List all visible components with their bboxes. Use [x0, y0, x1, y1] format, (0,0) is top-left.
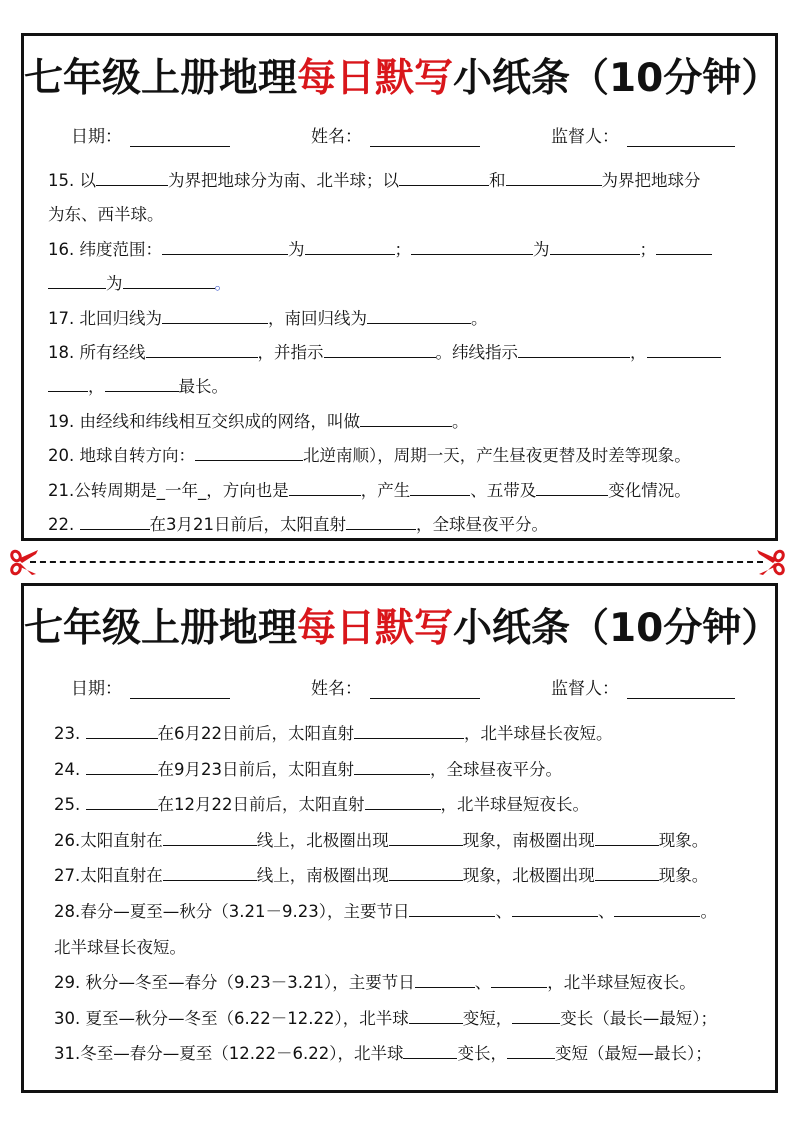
question-21 — [48, 474, 761, 508]
question-text: 北逆南顺），周期一天，产生昼夜更替及时差等现象。 — [303, 446, 691, 466]
question-27 — [54, 858, 761, 894]
answer-blank[interactable] — [48, 271, 106, 289]
answer-blank[interactable] — [289, 478, 361, 496]
answer-blank[interactable] — [512, 1006, 560, 1024]
question-text: 春分—夏至—秋分（3.21－9.23），主要节日 — [80, 901, 410, 921]
answer-blank[interactable] — [163, 863, 257, 881]
answer-blank[interactable] — [162, 237, 288, 255]
answer-blank[interactable] — [415, 970, 475, 988]
question-15-cont — [48, 198, 761, 232]
question-28-cont — [54, 930, 761, 966]
question-15 — [48, 164, 761, 198]
question-text: ，北半球昼短夜长。 — [440, 795, 589, 815]
question-text: 北回归线为 — [79, 308, 162, 328]
question-text: ，北半球昼长夜短。 — [464, 724, 613, 743]
question-text: 秋分—冬至—春分（9.23－3.21），主要节日 — [85, 973, 415, 993]
question-text: 。 — [471, 308, 488, 328]
supervisor-blank[interactable] — [627, 679, 735, 699]
question-text: 纬度范围： — [79, 239, 162, 259]
name-field[interactable] — [311, 122, 480, 147]
answer-blank[interactable] — [403, 1041, 457, 1059]
question-20 — [48, 439, 761, 473]
question-text: 在6月22日前后，太阳直射 — [157, 724, 354, 743]
date-label: 日期： — [71, 127, 122, 147]
answer-blank[interactable] — [536, 478, 608, 496]
answer-blank[interactable] — [614, 899, 700, 917]
question-text: 、 — [597, 901, 615, 921]
date-blank[interactable] — [130, 679, 230, 699]
question-text: 线上，北极圈出现 — [256, 830, 389, 850]
title-text: 七年级上册地理 — [24, 56, 298, 101]
question-22 — [48, 508, 761, 542]
answer-blank[interactable] — [595, 863, 659, 881]
question-text: 31. — [54, 1044, 81, 1064]
answer-blank[interactable] — [491, 970, 547, 988]
answer-blank[interactable] — [80, 512, 150, 530]
question-text: ， — [630, 343, 647, 363]
question-list — [48, 164, 761, 542]
answer-blank[interactable] — [354, 757, 430, 775]
question-text: 23. — [54, 724, 81, 743]
answer-blank[interactable] — [518, 340, 630, 358]
dictation-slip-1 — [21, 33, 781, 541]
question-text: 。 — [700, 901, 717, 921]
question-text: 21. — [48, 480, 75, 500]
answer-blank[interactable] — [409, 1006, 463, 1024]
question-text: 变短（最短—最长）； — [554, 1044, 712, 1064]
question-29 — [54, 965, 761, 1001]
question-text: 现象。 — [658, 866, 709, 886]
answer-blank[interactable] — [86, 792, 158, 810]
question-text: ， — [88, 377, 105, 397]
question-text: 19. — [48, 411, 75, 431]
question-17 — [48, 302, 761, 336]
question-text: 17. — [48, 308, 75, 328]
question-text: 变长（最长—最短）； — [560, 1008, 717, 1028]
question-text: 18. — [48, 343, 75, 363]
answer-blank[interactable] — [647, 340, 721, 358]
question-text: 以 — [79, 171, 96, 190]
question-text: ，全球昼夜平分。 — [430, 759, 562, 779]
question-text: 、五带及 — [470, 480, 537, 500]
answer-blank[interactable] — [389, 863, 463, 881]
question-text: 太阳直射在 — [80, 830, 163, 850]
answer-blank[interactable] — [410, 478, 470, 496]
answer-blank[interactable] — [365, 792, 441, 810]
question-text: 为 — [106, 274, 123, 294]
question-text: 20. — [48, 446, 75, 466]
question-text: 和 — [489, 171, 506, 190]
question-text: 25. — [54, 795, 81, 815]
date-field[interactable] — [71, 674, 230, 699]
question-28 — [54, 894, 761, 930]
answer-blank[interactable] — [595, 828, 659, 846]
title-text: 七年级上册地理 — [24, 606, 298, 651]
question-25 — [54, 787, 761, 823]
name-label: 姓名： — [311, 127, 362, 147]
name-blank[interactable] — [370, 679, 480, 699]
question-text: 线上，南极圈出现 — [256, 866, 389, 886]
title-text-suffix: 小纸条（10分钟） — [453, 606, 781, 651]
question-text: 30. — [54, 1008, 81, 1028]
answer-blank[interactable] — [105, 374, 179, 392]
question-text: 27. — [54, 866, 81, 886]
slip-title — [24, 54, 781, 104]
supervisor-label: 监督人： — [551, 679, 619, 699]
question-23 — [54, 716, 761, 752]
supervisor-field[interactable] — [551, 122, 735, 147]
answer-blank[interactable] — [123, 271, 215, 289]
question-text: 现象，南极圈出现 — [462, 830, 595, 850]
answer-blank[interactable] — [367, 306, 471, 324]
question-text: 26. — [54, 830, 81, 850]
answer-blank[interactable] — [656, 237, 712, 255]
answer-blank[interactable] — [389, 828, 463, 846]
answer-blank[interactable] — [86, 757, 158, 775]
question-text: 在12月22日前后，太阳直射 — [157, 795, 365, 815]
question-16-cont — [48, 267, 761, 301]
answer-blank[interactable] — [506, 168, 602, 186]
question-text: ； — [639, 239, 656, 259]
question-text: 为界把地球分 — [601, 171, 701, 190]
name-blank[interactable] — [370, 127, 480, 147]
question-text: 由经线和纬线相互交织成的网络，叫做 — [79, 411, 360, 431]
question-text: 。 — [452, 411, 469, 431]
question-text: 太阳直射在 — [80, 866, 163, 886]
name-field[interactable] — [311, 674, 480, 699]
question-text: 24. — [54, 759, 81, 779]
answer-blank[interactable] — [146, 340, 258, 358]
question-text: 地球自转方向： — [79, 446, 195, 466]
date-blank[interactable] — [130, 127, 230, 147]
dashed-cut-line — [30, 561, 763, 563]
meta-row — [24, 122, 775, 148]
answer-blank[interactable] — [346, 512, 416, 530]
question-18-cont — [48, 370, 761, 404]
question-text: 。 — [214, 274, 231, 294]
answer-blank[interactable] — [96, 168, 168, 186]
answer-blank[interactable] — [86, 721, 158, 739]
answer-blank[interactable] — [507, 1041, 555, 1059]
question-31 — [54, 1036, 761, 1072]
question-text: 在9月23日前后，太阳直射 — [157, 759, 354, 779]
slip-title — [24, 604, 781, 654]
question-text: 为 — [533, 239, 550, 259]
question-text: ，并指示 — [257, 343, 324, 363]
question-text: ，北半球昼短夜长。 — [547, 973, 696, 993]
answer-blank[interactable] — [399, 168, 489, 186]
question-text: 为界把地球分为南、北半球；以 — [168, 171, 399, 190]
question-text: ； — [394, 239, 411, 259]
cut-line — [0, 548, 793, 576]
date-field[interactable] — [71, 122, 230, 147]
title-highlight: 每日默写 — [297, 56, 454, 101]
question-16 — [48, 233, 761, 267]
question-text: 变短， — [462, 1008, 513, 1028]
question-text: 22. — [48, 515, 75, 535]
answer-blank[interactable] — [512, 899, 598, 917]
dictation-slip-2 — [21, 583, 781, 1093]
supervisor-field[interactable] — [551, 674, 735, 699]
question-text: 现象，北极圈出现 — [462, 866, 595, 886]
answer-blank[interactable] — [550, 237, 640, 255]
meta-row — [24, 674, 775, 700]
title-highlight: 每日默写 — [297, 606, 454, 651]
answer-blank[interactable] — [48, 374, 88, 392]
scissors-icon — [755, 548, 785, 576]
name-label: 姓名： — [311, 679, 362, 699]
answer-blank[interactable] — [324, 340, 436, 358]
question-text: 现象。 — [658, 830, 709, 850]
date-label: 日期： — [71, 679, 122, 699]
question-text: 变化情况。 — [608, 480, 691, 500]
question-text: ，全球昼夜平分。 — [416, 515, 548, 535]
question-text: 冬至—春分—夏至（12.22－6.22），北半球 — [80, 1044, 404, 1064]
question-text: ，产生 — [360, 480, 411, 500]
answer-blank[interactable] — [195, 443, 303, 461]
question-text: 28. — [54, 901, 81, 921]
question-text: 。纬线指示 — [435, 343, 518, 363]
question-30 — [54, 1001, 761, 1037]
question-text: 为东、西半球。 — [48, 205, 164, 225]
answer-blank[interactable] — [305, 237, 395, 255]
answer-blank[interactable] — [354, 721, 464, 739]
answer-blank[interactable] — [409, 899, 495, 917]
question-text: 公转周期是_一年_，方向也是 — [74, 480, 289, 500]
question-text: 、 — [474, 973, 492, 993]
question-text: 最长。 — [178, 377, 228, 397]
question-24 — [54, 752, 761, 788]
question-18 — [48, 336, 761, 370]
question-text: 为 — [288, 239, 305, 259]
supervisor-label: 监督人： — [551, 127, 619, 147]
question-text: 所有经线 — [79, 343, 146, 363]
question-text: 、 — [495, 901, 512, 921]
question-list — [54, 716, 761, 1072]
answer-blank[interactable] — [360, 409, 452, 427]
question-19 — [48, 405, 761, 439]
answer-blank[interactable] — [163, 828, 257, 846]
question-text: 16. — [48, 239, 75, 259]
answer-blank[interactable] — [411, 237, 533, 255]
question-26 — [54, 823, 761, 859]
question-text: 29. — [54, 973, 81, 993]
question-text: 变长， — [457, 1044, 507, 1064]
answer-blank[interactable] — [162, 306, 268, 324]
supervisor-blank[interactable] — [627, 127, 735, 147]
question-text: ，南回归线为 — [268, 308, 367, 328]
title-text-suffix: 小纸条（10分钟） — [453, 56, 781, 101]
question-text: 北半球昼长夜短。 — [54, 937, 186, 957]
question-text: 在3月21日前后，太阳直射 — [149, 515, 346, 535]
question-text: 15. — [48, 171, 75, 190]
question-text: 夏至—秋分—冬至（6.22－12.22），北半球 — [85, 1008, 409, 1028]
